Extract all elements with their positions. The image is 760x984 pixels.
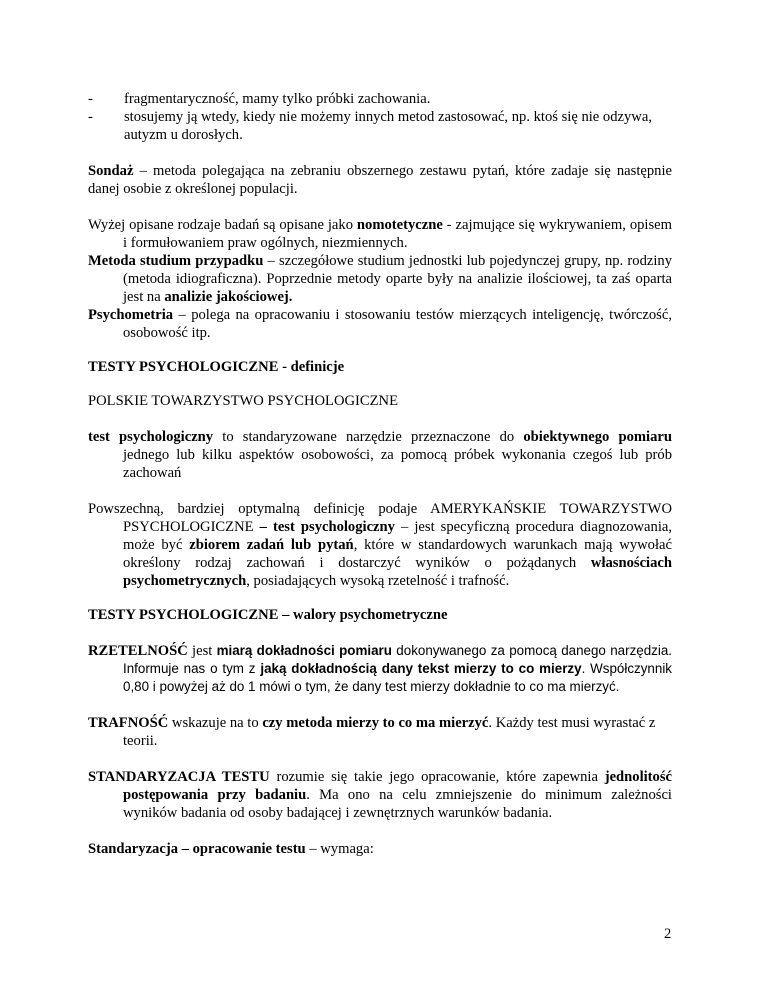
standaryzacja-paragraph: STANDARYZACJA TESTU rozumie się takie jego opracowanie, które zapewnia jednolitość postępowania przy badaniu. Ma ono na celu zmniejszenie do minimum zależności wyników badania od osoby badającej i zewnętrznych warunków badania. (88, 769, 672, 821)
heading-walory: TESTY PSYCHOLOGICZNE – walory psychometryczne (88, 607, 448, 623)
sondaz-paragraph: Sondaż – metoda polegająca na zebraniu obszernego zestawu pytań, które zadaje się następnie danej osobie z określonej populacji. (88, 163, 672, 197)
list-item-text: fragmentaryczność, mamy tylko próbki zachowania. (124, 91, 431, 107)
list-dash: - (88, 91, 93, 107)
list-item (88, 108, 672, 144)
nomotetyczne-term: nomotetyczne (356, 217, 443, 233)
studium-term: Metoda studium przypadku (88, 253, 264, 269)
nomotetyczne-paragraph: Wyżej opisane rodzaje badań są opisane jako nomotetyczne - zajmujące się wykrywaniem, opisem i formułowaniem praw ogólnych, niezmiennych. (88, 217, 672, 251)
definition-ptp: test psychologiczny to standaryzowane narzędzie przeznaczone do obiektywnego pomiaru jednego lub kilku aspektów osobowości, za pomocą próbek wykonania czegoś lub prób zachowań (88, 429, 673, 481)
standaryzacja-term: STANDARYZACJA TESTU (88, 769, 270, 785)
psychometria-term: Psychometria (88, 307, 174, 323)
definition-apa: Powszechną, bardziej optymalną definicję podaje AMERYKAŃSKIE TOWARZYSTWO PSYCHOLOGICZNE – test psychologiczny – jest specyficzną procedura diagnozowania, może być zbiorem zadań lub pytań, które w standardowych warunkach mają wywołać określony rodzaj zachowań i dostarczyć wyników o pożądanych własnościach psychometrycznych, posiadających wysoką rzetelność i trafność. (88, 501, 672, 589)
document-page (88, 90, 672, 858)
trafnosc-term: TRAFNOŚĆ (88, 715, 169, 731)
page-number: 2 (664, 926, 672, 942)
sondaz-term: Sondaż (88, 163, 134, 179)
studium-paragraph: Metoda studium przypadku – szczegółowe studium jednostki lub pojedynczej grupy, np. rodziny (metoda idiograficzna). Poprzednie metody oparte były na analizie ilościowej, ta zaś oparta jest na analizie jakościowej. (88, 253, 672, 305)
ptp-label: POLSKIE TOWARZYSTWO PSYCHOLOGICZNE (88, 393, 398, 409)
heading-definicje: TESTY PSYCHOLOGICZNE - definicje (88, 359, 345, 375)
rzetelnosc-paragraph: RZETELNOŚĆ jest miarą dokładności pomiaru dokonywanego za pomocą danego narzędzia. Informuje nas o tym z jaką dokładnością dany tekst mierzy to co mierzy. Współczynnik 0,80 i powyżej aż do 1 mówi o tym, że dany test mierzy dokładnie to co ma mierzyć. (88, 643, 672, 694)
list-dash: - (88, 109, 93, 125)
wymaga-paragraph: Standaryzacja – opracowanie testu – wymaga: (88, 841, 374, 857)
list-item (88, 90, 672, 108)
trafnosc-paragraph: TRAFNOŚĆ wskazuje na to czy metoda mierzy to co ma mierzyć. Każdy test musi wyrastać z teorii. (88, 715, 656, 749)
psychometria-paragraph: Psychometria – polega na opracowaniu i stosowaniu testów mierzących inteligencję, twórczość, osobowość itp. (88, 307, 672, 341)
rzetelnosc-term: RZETELNOŚĆ (88, 643, 188, 659)
list-item-text: stosujemy ją wtedy, kiedy nie możemy innych metod zastosować, np. ktoś się nie odzywa, autyzm u dorosłych. (124, 109, 652, 143)
